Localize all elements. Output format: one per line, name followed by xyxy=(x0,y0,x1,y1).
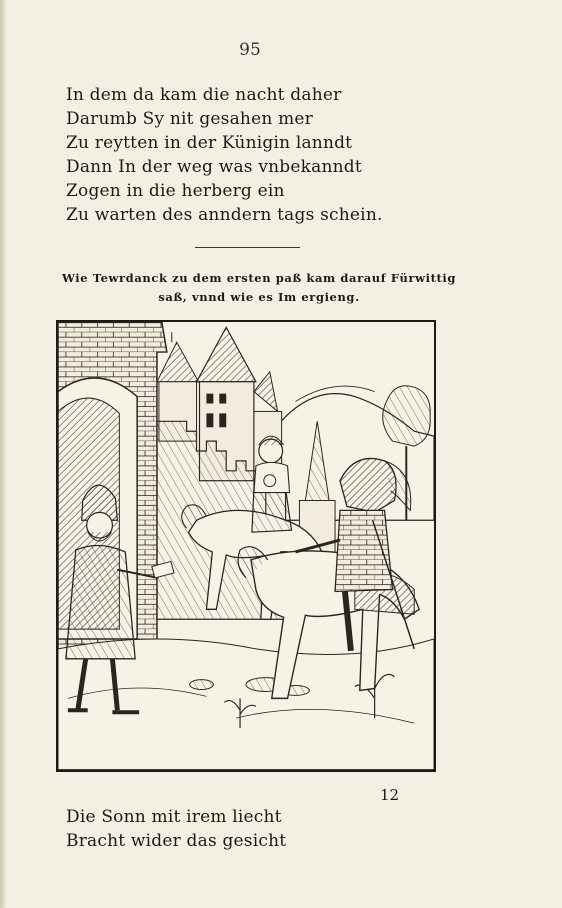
page-gutter xyxy=(0,0,6,908)
caption-line: saß, vnnd wie es Im ergieng. xyxy=(158,290,360,304)
verse-line: Zu reytten in der Künigin lanndt xyxy=(66,133,353,153)
verse-line: In dem da kam die nacht daher xyxy=(66,85,342,105)
verse-line: Die Sonn mit irem liecht xyxy=(66,807,282,827)
verse-line: Darumb Sy nit gesahen mer xyxy=(66,109,313,129)
verse-line: Dann In der weg was vnbekanndt xyxy=(66,157,362,177)
verse-top xyxy=(66,83,383,227)
verse-line: Bracht wider das gesicht xyxy=(66,831,287,851)
section-divider xyxy=(195,247,300,248)
signature-mark: 12 xyxy=(380,786,400,804)
verse-line: Zogen in die herberg ein xyxy=(66,181,285,201)
verse-line: Zu warten des anndern tags schein. xyxy=(66,205,383,225)
verse-bottom xyxy=(66,805,286,853)
woodcut-illustration xyxy=(56,320,436,772)
illustration-caption xyxy=(20,269,498,307)
caption-line: Wie Tewrdanck zu dem ersten paß kam darauf Fürwittig xyxy=(61,271,457,285)
page-number: 95 xyxy=(239,40,261,60)
woodcut-drawing xyxy=(58,322,434,770)
